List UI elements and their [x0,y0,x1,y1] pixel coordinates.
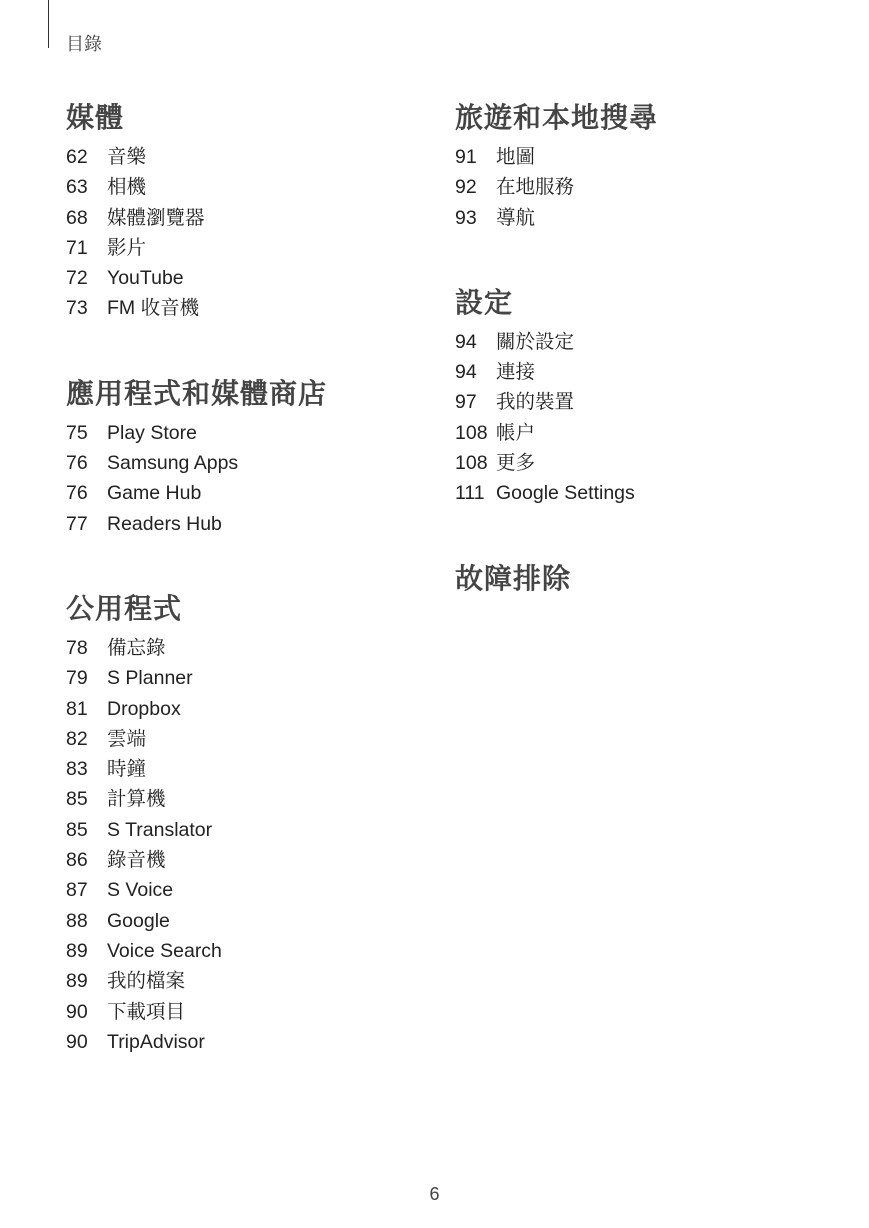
entry-title: 導航 [496,206,536,229]
entry-title: 帳户 [496,421,536,444]
toc-entry[interactable] [66,509,426,539]
toc-entry[interactable] [455,203,835,233]
page-number: 92 [455,176,477,199]
toc-entry[interactable] [66,906,426,936]
entry-title: 影片 [107,236,147,259]
entry-title: 備忘錄 [107,636,166,659]
entry-title: 在地服務 [496,176,575,199]
toc-entry[interactable] [66,233,426,263]
page-number: 90 [66,1000,88,1023]
entry-title: S Voice [107,879,174,902]
section-title[interactable]: 應用程式和媒體商店 [66,376,328,410]
page-number: 108 [455,421,488,444]
toc-entry[interactable] [66,172,426,202]
entry-title: Samsung Apps [107,452,239,475]
entry-title: 我的裝置 [496,391,575,414]
page-number: 62 [66,146,88,168]
page-number: 73 [66,297,88,320]
toc-entry[interactable] [455,478,835,508]
entry-title: S Planner [107,667,193,690]
toc-entry[interactable] [66,694,426,724]
section-title[interactable]: 故障排除 [455,561,572,595]
entry-title: 更多 [496,452,536,475]
entry-title: Play Store [107,421,197,444]
section-title[interactable]: 公用程式 [66,591,183,625]
toc-entry[interactable] [66,845,426,875]
toc-entry[interactable] [66,663,426,693]
toc-entry[interactable] [455,387,835,417]
toc-entry[interactable] [455,418,835,448]
page-number: 86 [66,849,88,872]
toc-entry[interactable] [66,1027,426,1057]
page-number-footer: 6 [429,1184,440,1204]
toc-entry[interactable] [66,997,426,1027]
page-number: 83 [66,758,88,781]
entry-title: 關於設定 [496,330,575,353]
page-number: 85 [66,818,88,841]
entry-title: TripAdvisor [107,1030,205,1053]
page-number: 90 [66,1030,88,1053]
entry-title: Readers Hub [107,512,222,535]
toc-entry[interactable] [66,478,426,508]
toc-entry[interactable] [66,875,426,905]
page-number: 72 [66,267,88,290]
toc-entry[interactable] [455,142,835,172]
page-number: 97 [455,391,477,414]
entry-title: 時鐘 [107,758,147,781]
toc-section-travel [455,98,835,233]
entry-title: Google [107,909,170,932]
page-number: 82 [66,727,88,750]
entry-title: Dropbox [107,697,181,720]
entry-title: 相機 [107,176,147,199]
toc-left-column [66,98,426,1057]
toc-entry[interactable] [66,418,426,448]
page-number: 111 [455,482,485,505]
toc-section-utilities [66,589,426,1057]
toc-section-media [66,98,426,324]
toc-entry[interactable] [66,966,426,996]
toc-entry[interactable] [66,784,426,814]
page-number: 88 [66,909,88,932]
header-rule [48,0,49,48]
toc-entry[interactable] [66,724,426,754]
entry-title: S Translator [107,818,213,841]
page-number: 63 [66,176,88,199]
page-number: 108 [455,452,488,475]
toc-entry[interactable] [66,448,426,478]
toc-entry[interactable] [455,357,835,387]
entry-title: 媒體瀏覽器 [107,206,205,229]
page-number: 76 [66,482,88,505]
entry-title: FM 收音機 [107,297,200,320]
entry-title: 音樂 [107,146,147,168]
page-number: 94 [455,361,477,384]
entry-title: 計算機 [107,788,166,811]
page-number: 81 [66,697,88,720]
page-number: 78 [66,636,88,659]
toc-entry[interactable] [455,448,835,478]
page-number: 89 [66,939,88,962]
entry-title: Google Settings [496,482,635,505]
toc-entry[interactable] [66,263,426,293]
entry-title: YouTube [107,267,184,290]
section-title[interactable]: 媒體 [66,101,125,134]
page-number: 87 [66,879,88,902]
page-number: 93 [455,206,477,229]
toc-right-column [455,98,835,603]
toc-entry[interactable] [66,633,426,663]
page-number: 68 [66,206,88,229]
page-number: 76 [66,452,88,475]
page-number: 71 [66,236,88,259]
page-number: 79 [66,667,88,690]
section-title[interactable]: 旅遊和本地搜尋 [455,101,659,134]
entry-title: Voice Search [107,939,222,962]
page-number: 75 [66,421,88,444]
section-title[interactable]: 設定 [455,285,514,319]
entry-title: 下載項目 [107,1000,186,1023]
entry-title: 我的檔案 [107,970,186,993]
toc-section-app-stores [66,374,426,539]
page-number: 89 [66,970,88,993]
page-number: 77 [66,512,88,535]
toc-entry[interactable] [455,172,835,202]
toc-entry[interactable] [66,293,426,323]
toc-entry[interactable] [66,815,426,845]
entry-title: 雲端 [107,727,147,750]
toc-entry[interactable] [66,754,426,784]
toc-entry[interactable] [455,327,835,357]
page-number: 94 [455,330,477,353]
toc-entry[interactable] [66,936,426,966]
page-number: 85 [66,788,88,811]
entry-title: 連接 [496,361,536,384]
header-label: 目錄 [66,34,102,55]
toc-entry[interactable] [66,203,426,233]
toc-entry[interactable] [66,142,426,172]
toc-section-settings [455,283,835,509]
page-number: 91 [455,146,477,168]
entry-title: Game Hub [107,482,202,505]
entry-title: 地圖 [496,146,536,168]
toc-section-troubleshooting [455,559,835,599]
entry-title: 錄音機 [107,849,166,872]
